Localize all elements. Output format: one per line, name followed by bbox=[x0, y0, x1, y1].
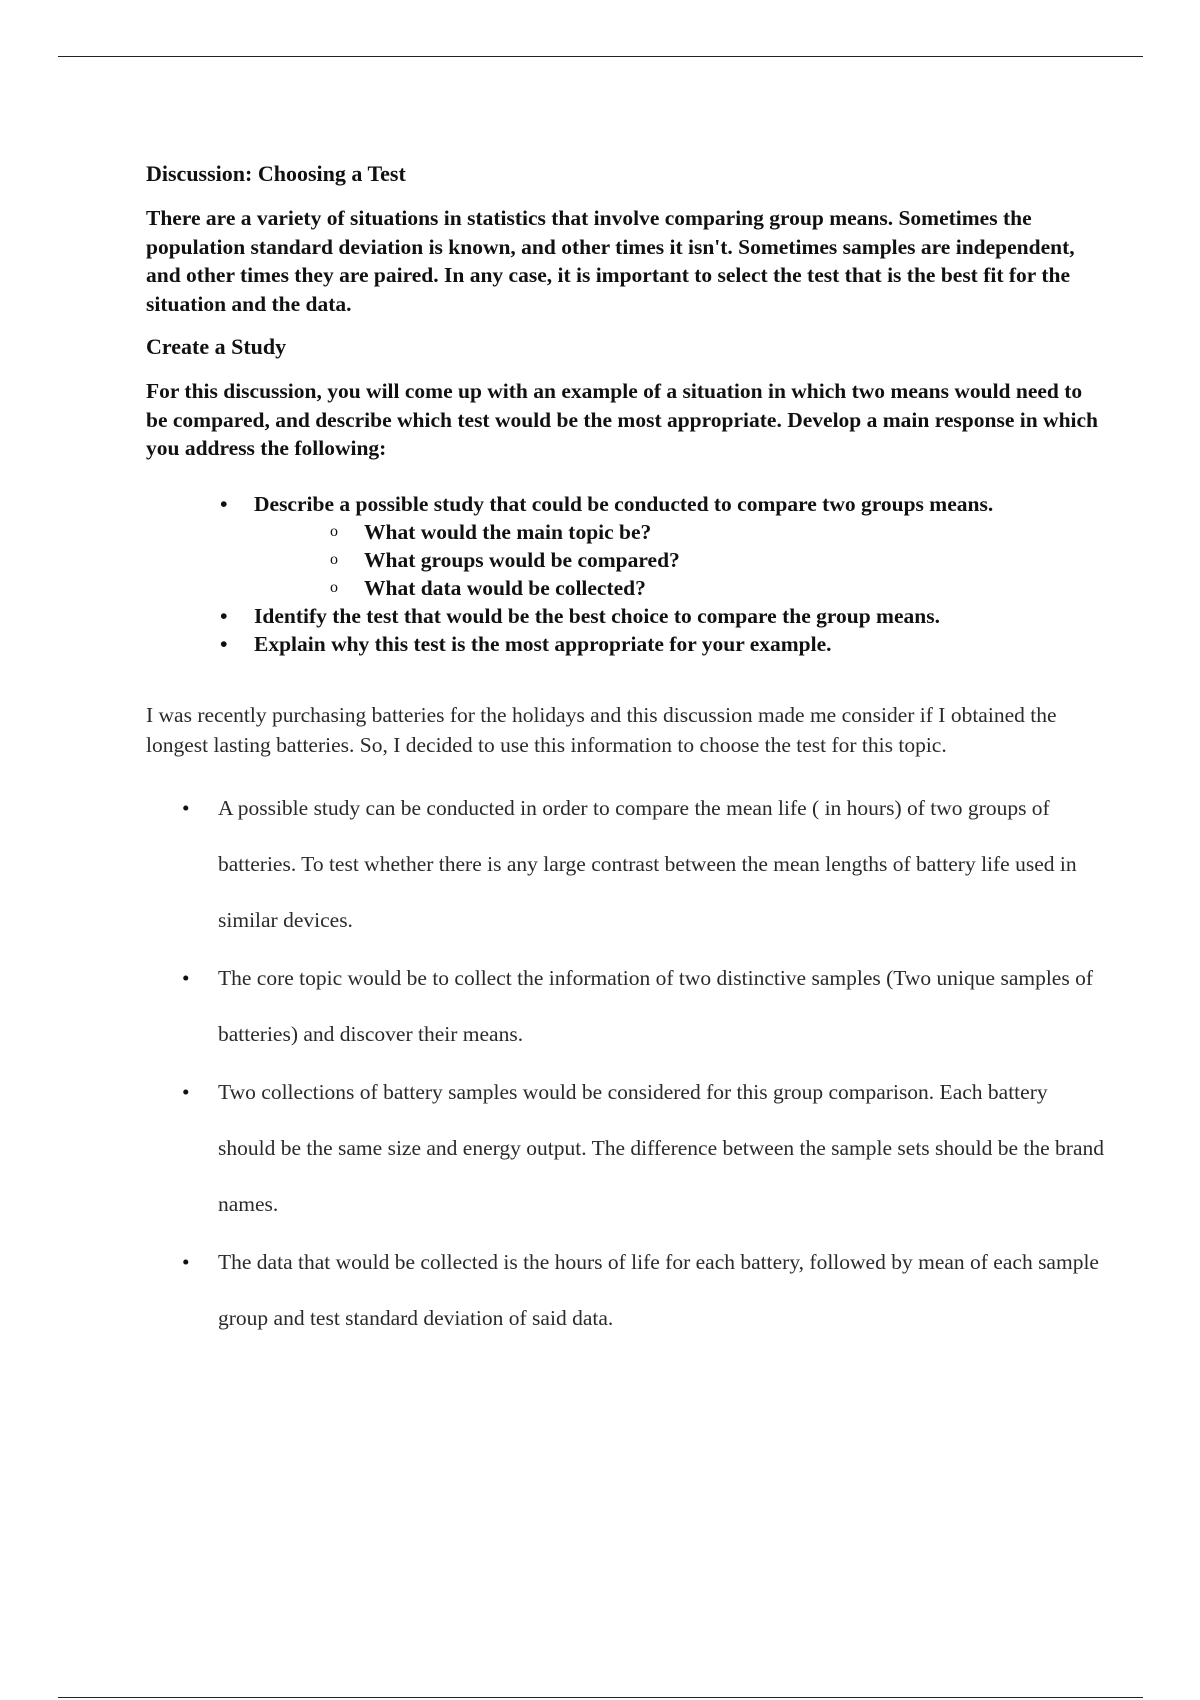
bullet-icon: • bbox=[182, 1079, 190, 1104]
bullet-icon: • bbox=[182, 1249, 190, 1274]
task-list bbox=[146, 490, 1106, 658]
bullet-icon: • bbox=[220, 603, 228, 628]
answer-item bbox=[182, 950, 1106, 1062]
page-title: Discussion: Choosing a Test bbox=[146, 161, 406, 186]
subtask-item bbox=[330, 546, 1106, 574]
bullet-icon: • bbox=[220, 631, 228, 656]
bullet-icon: • bbox=[182, 795, 190, 820]
section-heading: Create a Study bbox=[146, 334, 287, 359]
answer-text: Two collections of battery samples would be considered for this group comparison. Each battery should be the same size and energy output. The difference between the sample sets should be the brand names. bbox=[218, 1079, 1105, 1216]
answer-item bbox=[182, 1064, 1106, 1232]
circle-bullet-icon: o bbox=[330, 550, 338, 568]
top-rule bbox=[58, 56, 1143, 57]
circle-bullet-icon: o bbox=[330, 578, 338, 596]
subtask-text: What groups would be compared? bbox=[364, 547, 680, 572]
circle-bullet-icon: o bbox=[330, 522, 338, 540]
task-item bbox=[220, 602, 1106, 630]
answer-item bbox=[182, 1234, 1106, 1346]
intro-paragraph: There are a variety of situations in statistics that involve comparing group means. Sometimes the population standard deviation is known, and other times it isn't. Sometimes samples are independent, and other times they are paired. In any case, it is important to select the test that is the best fit for the situation and the data. bbox=[146, 206, 1075, 316]
answer-item bbox=[182, 780, 1106, 948]
answer-text: The core topic would be to collect the information of two distinctive samples (Two unique samples of batteries) and discover their means. bbox=[218, 965, 1094, 1046]
task-sublist bbox=[254, 518, 1106, 602]
task-text: Identify the test that would be the best choice to compare the group means. bbox=[254, 603, 940, 628]
subtask-item bbox=[330, 518, 1106, 546]
answer-list bbox=[146, 780, 1106, 1346]
bottom-rule bbox=[58, 1697, 1143, 1698]
task-text: Describe a possible study that could be conducted to compare two groups means. bbox=[254, 491, 994, 516]
task-text: Explain why this test is the most appropriate for your example. bbox=[254, 631, 832, 656]
prompt-paragraph: For this discussion, you will come up with an example of a situation in which two means would need to be compared, and describe which test would be the most appropriate. Develop a main response in which you address the following: bbox=[146, 379, 1099, 460]
task-item bbox=[220, 490, 1106, 602]
bullet-icon: • bbox=[220, 491, 228, 516]
subtask-item bbox=[330, 574, 1106, 602]
answer-text: The data that would be collected is the hours of life for each battery, followed by mean of each sample group and test standard deviation of said data. bbox=[218, 1249, 1099, 1330]
task-item bbox=[220, 630, 1106, 658]
bullet-icon: • bbox=[182, 965, 190, 990]
subtask-text: What data would be collected? bbox=[364, 575, 646, 600]
response-paragraph: I was recently purchasing batteries for the holidays and this discussion made me consider if I obtained the longest lasting batteries. So, I decided to use this information to choose the test for this topic. bbox=[146, 702, 1057, 757]
subtask-text: What would the main topic be? bbox=[364, 519, 652, 544]
answer-text: A possible study can be conducted in order to compare the mean life ( in hours) of two groups of batteries. To test whether there is any large contrast between the mean lengths of battery life used in similar devices. bbox=[218, 795, 1077, 932]
document-body bbox=[146, 160, 1106, 1348]
